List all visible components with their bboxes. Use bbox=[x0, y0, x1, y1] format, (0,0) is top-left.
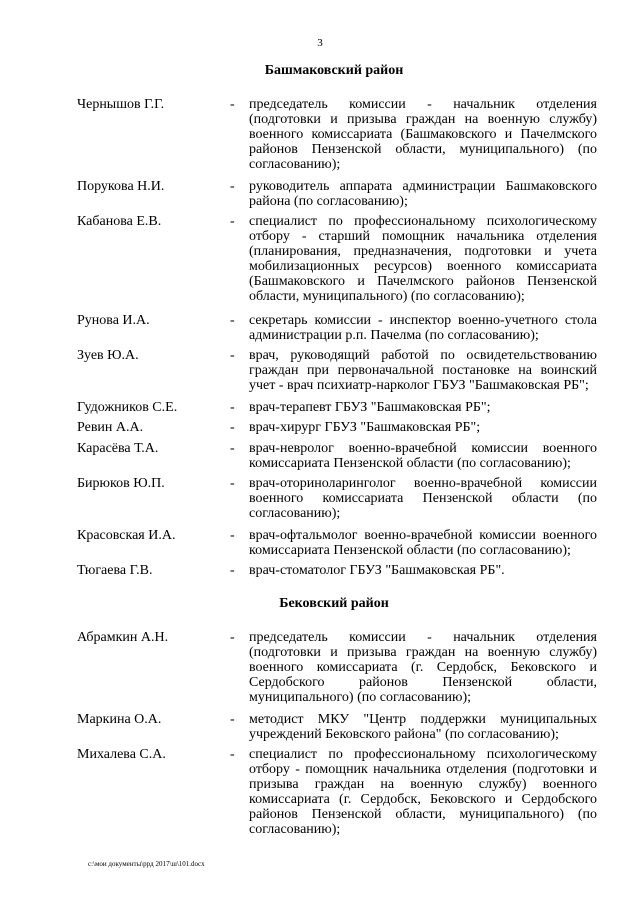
member-dash: - bbox=[230, 476, 235, 491]
member-name: Зуев Ю.А. bbox=[77, 348, 139, 363]
member-role: руководитель аппарата администрации Башмаковского района (по согласованию); bbox=[249, 179, 597, 209]
member-name: Гудожников С.Е. bbox=[77, 400, 178, 415]
member-dash: - bbox=[230, 747, 235, 762]
member-name: Абрамкин А.Н. bbox=[77, 630, 169, 645]
member-dash: - bbox=[230, 313, 235, 328]
member-dash: - bbox=[230, 400, 235, 415]
member-dash: - bbox=[230, 563, 235, 578]
member-role: врач-невролог военно-врачебной комиссии военного комиссариата Пензенской области (по согласованию); bbox=[249, 441, 597, 471]
member-dash: - bbox=[230, 630, 235, 645]
member-name: Карасёва Т.А. bbox=[77, 441, 159, 456]
member-name: Рунова И.А. bbox=[77, 313, 150, 328]
member-name: Бирюков Ю.П. bbox=[77, 476, 165, 491]
member-role: врач, руководящий работой по освидетельствованию граждан при первоначальной постановке на воинский учет - врач психиатр-нарколог ГБУЗ "Башмаковская РБ"; bbox=[249, 348, 597, 393]
member-name: Чернышов Г.Г. bbox=[77, 97, 165, 112]
member-role: председатель комиссии - начальник отделения (подготовки и призыва граждан на военную службу) военного комиссариата (Башмаковского и Пачелмского районов Пензенской области, муниципального) (по согласованию); bbox=[249, 97, 597, 172]
member-dash: - bbox=[230, 420, 235, 435]
member-role: врач-оториноларинголог военно-врачебной комиссии военного комиссариата Пензенской области (по согласованию); bbox=[249, 476, 597, 521]
member-name: Михалева С.А. bbox=[77, 747, 166, 762]
member-name: Красовская И.А. bbox=[77, 528, 176, 543]
page-number: 3 bbox=[317, 37, 323, 49]
member-role: специалист по профессиональному психологическому отбору - помощник начальника отделения (подготовки и призыва граждан на военную службу) военного комиссариата (г. Сердобск, Бековского и Сердобского районов Пензенской области, муниципального) (по согласованию); bbox=[249, 747, 597, 837]
member-name: Кабанова Е.В. bbox=[77, 214, 162, 229]
member-dash: - bbox=[230, 179, 235, 194]
section-title: Башмаковский район bbox=[264, 63, 404, 78]
section-title: Бековский район bbox=[279, 596, 389, 611]
member-role: врач-хирург ГБУЗ "Башмаковская РБ"; bbox=[249, 420, 481, 435]
member-name: Порукова Н.И. bbox=[77, 179, 165, 194]
member-name: Тюгаева Г.В. bbox=[77, 563, 153, 578]
member-role: специалист по профессиональному психологическому отбору - старший помощник начальника отделения (планирования, предназначения, подготовки и учета мобилизационных ресурсов) военного комиссариата (Башмаковского и Пачелмского районов Пензенской области, муниципального) (по согласованию); bbox=[249, 214, 597, 304]
member-name: Ревин А.А. bbox=[77, 420, 144, 435]
member-dash: - bbox=[230, 712, 235, 727]
member-role: врач-стоматолог ГБУЗ "Башмаковская РБ". bbox=[249, 563, 505, 578]
member-dash: - bbox=[230, 528, 235, 543]
member-role: председатель комиссии - начальник отделения (подготовки и призыва граждан на военную службу) военного комиссариата (г. Сердобск, Бековского и Сердобского районов Пензенской области, муниципального) (по согласованию); bbox=[249, 630, 597, 705]
member-dash: - bbox=[230, 214, 235, 229]
member-dash: - bbox=[230, 348, 235, 363]
file-path-footer: c:\мои документы\ppд 2017\ш\101.docx bbox=[88, 860, 205, 868]
member-role: методист МКУ "Центр поддержки муниципальных учреждений Бековского района" (по согласованию); bbox=[249, 712, 597, 742]
member-role: секретарь комиссии - инспектор военно-учетного стола администрации р.п. Пачелма (по согласованию); bbox=[249, 313, 597, 343]
member-role: врач-терапевт ГБУЗ "Башмаковская РБ"; bbox=[249, 400, 491, 415]
member-name: Маркина О.А. bbox=[77, 712, 162, 727]
member-dash: - bbox=[230, 97, 235, 112]
member-dash: - bbox=[230, 441, 235, 456]
member-role: врач-офтальмолог военно-врачебной комиссии военного комиссариата Пензенской области (по согласованию); bbox=[249, 528, 597, 558]
